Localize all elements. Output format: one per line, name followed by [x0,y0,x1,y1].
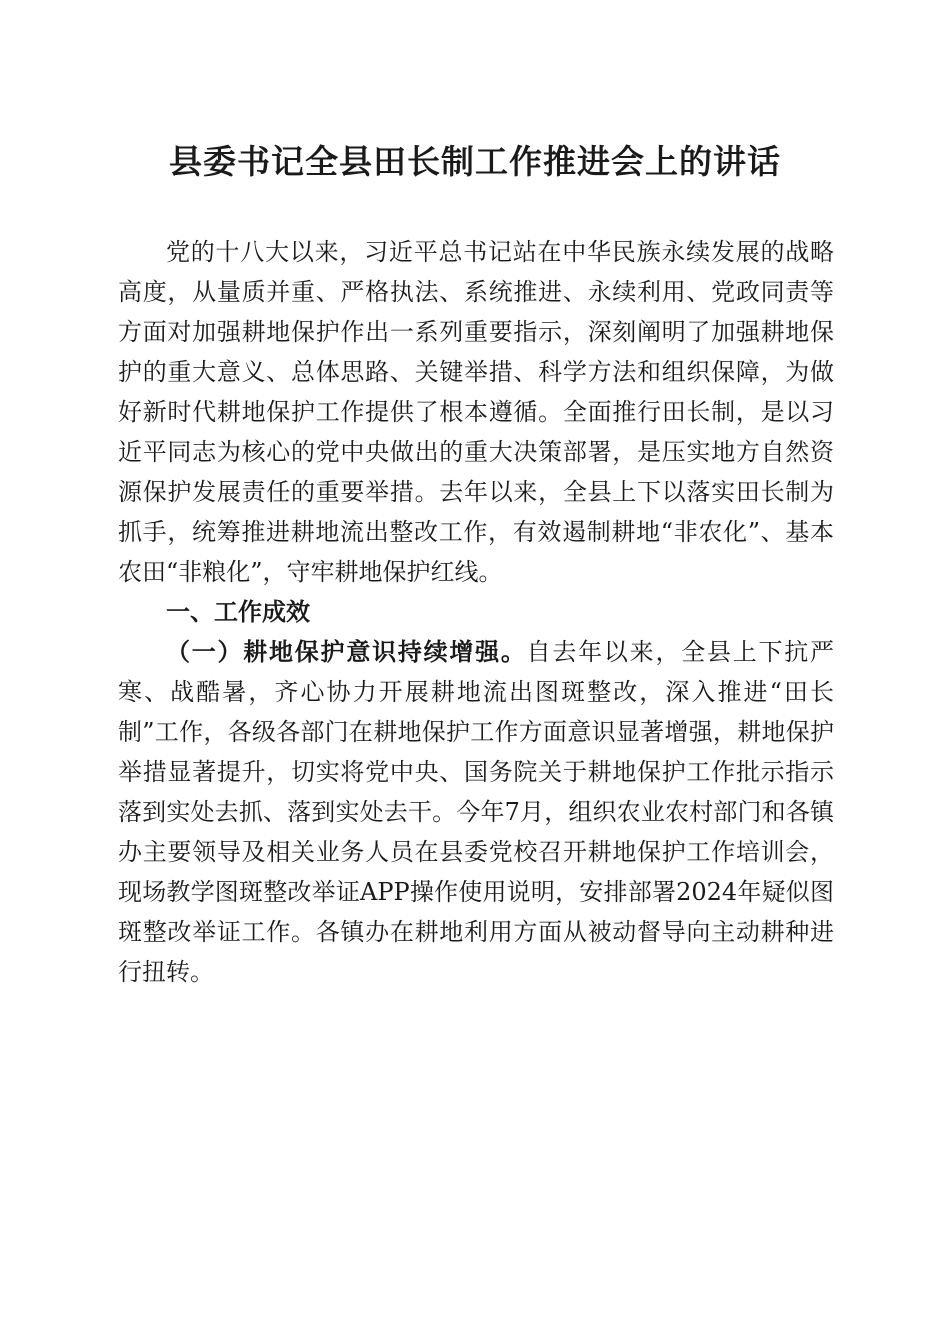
document-body [118,232,834,992]
document-title: 县委书记全县田长制工作推进会上的讲话 [169,142,781,181]
subsection-text: 自去年以来，全县上下抗严寒、战酷暑，齐心协力开展耕地流出图斑整改，深入推进“田长制”工作，各级各部门在耕地保护工作方面意识显著增强，耕地保护举措显著提升，切实将党中央、国务院关于耕地保护工作批示指示落到实处去抓、落到实处去干。今年7月，组织农业农村部门和各镇办主要领导及相关业务人员在县委党校召开耕地保护工作培训会，现场教学图斑整改举证APP操作使用说明，安排部署2024年疑似图斑整改举证工作。各镇办在耕地利用方面从被动督导向主动耕种进行扭转。 [118,638,834,986]
section-heading: 一、工作成效 [166,598,310,626]
subsection-lead: （一）耕地保护意识持续增强。 [166,637,527,666]
subsection-paragraph [118,632,834,992]
intro-paragraph: 党的十八大以来，习近平总书记站在中华民族永续发展的战略高度，从量质并重、严格执法、系统推进、永续利用、党政同责等方面对加强耕地保护作出一系列重要指示，深刻阐明了加强耕地保护的重大意义、总体思路、关键举措、科学方法和组织保障，为做好新时代耕地保护工作提供了根本遵循。全面推行田长制，是以习近平同志为核心的党中央做出的重大决策部署，是压实地方自然资源保护发展责任的重要举措。去年以来，全县上下以落实田长制为抓手，统筹推进耕地流出整改工作，有效遏制耕地“非农化”、基本农田“非粮化”，守牢耕地保护红线。 [118,238,834,586]
